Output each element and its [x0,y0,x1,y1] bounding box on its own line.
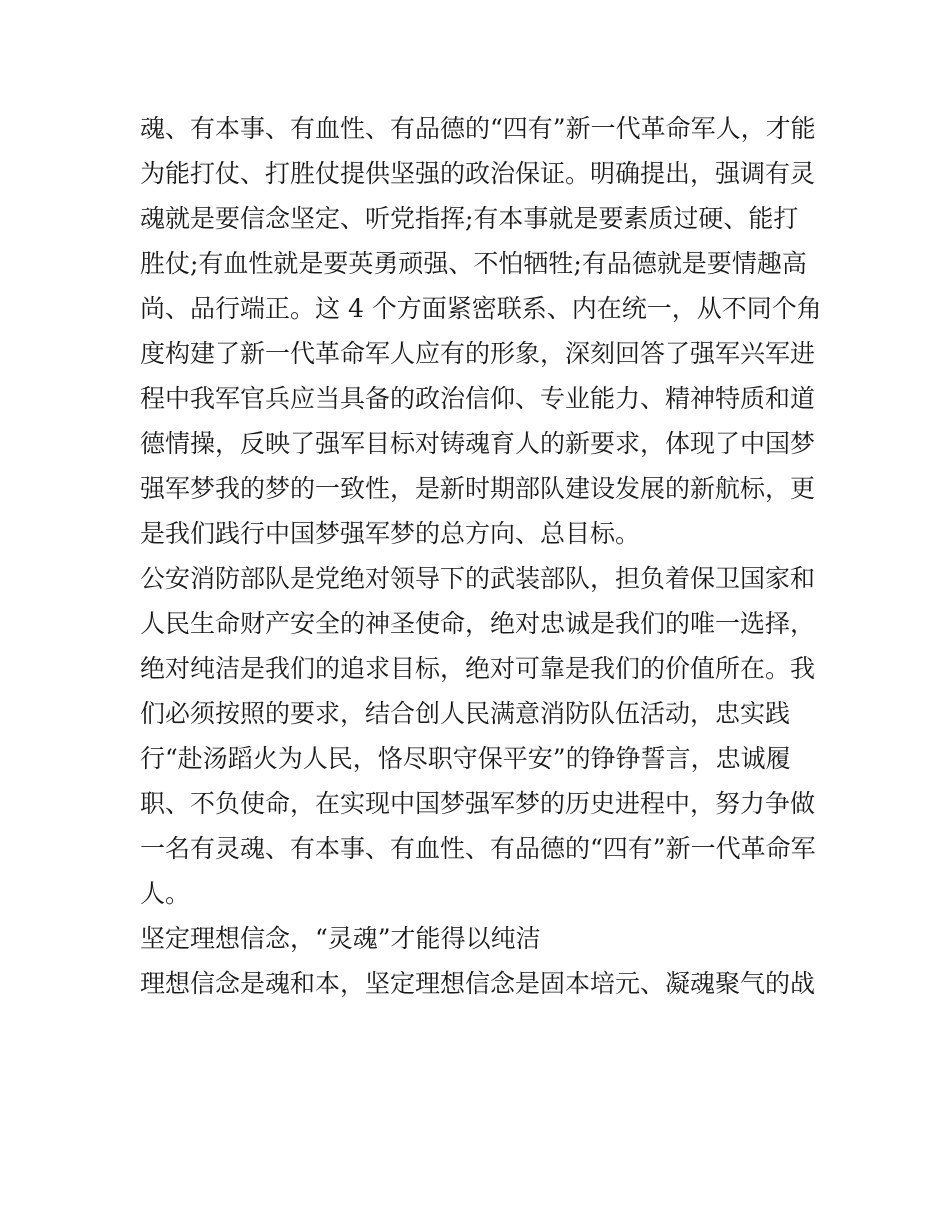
text-line: 绝对纯洁是我们的追求目标，绝对可靠是我们的价值所在。我 [140,654,816,683]
text-line: 尚、品行端正。这 4 个方面紧密联系、内在统一，从不同个角 [140,294,822,323]
text-line: 理想信念是魂和本，坚定理想信念是固本培元、凝魂聚气的战 [140,969,816,998]
text-line: 职、不负使命，在实现中国梦强军梦的历史进程中，努力争做 [140,789,816,818]
text-line: 魂、有本事、有血性、有品德的“四有”新一代革命军人，才能 [140,114,816,143]
text-line: 们必须按照的要求，结合创人民满意消防队伍活动，忠实践 [140,699,791,728]
text-line: 一名有灵魂、有本事、有血性、有品德的“四有”新一代革命军 [140,834,816,863]
text-line: 行“赴汤蹈火为人民，恪尽职守保平安”的铮铮誓言，忠诚履 [140,744,791,773]
text-line: 魂就是要信念坚定、听党指挥;有本事就是要素质过硬、能打 [140,204,799,233]
text-line: 胜仗;有血性就是要英勇顽强、不怕牺牲;有品德就是要情趣高 [140,249,807,278]
text-line: 公安消防部队是党绝对领导下的武装部队，担负着保卫国家和 [140,564,816,593]
text-line: 强军梦我的梦的一致性，是新时期部队建设发展的新航标，更 [140,474,816,503]
text-line: 人民生命财产安全的神圣使命，绝对忠诚是我们的唯一选择， [140,609,816,638]
text-line: 度构建了新一代革命军人应有的形象，深刻回答了强军兴军进 [140,339,816,368]
section-heading: 坚定理想信念，“灵魂”才能得以纯洁 [140,924,541,953]
text-line: 程中我军官兵应当具备的政治信仰、专业能力、精神特质和道 [140,384,816,413]
document-body [140,106,820,1006]
text-line: 德情操，反映了强军目标对铸魂育人的新要求，体现了中国梦 [140,429,816,458]
text-line: 为能打仗、打胜仗提供坚强的政治保证。明确提出，强调有灵 [140,159,816,188]
text-line: 人。 [140,879,191,908]
text-line: 是我们践行中国梦强军梦的总方向、总目标。 [140,519,641,548]
